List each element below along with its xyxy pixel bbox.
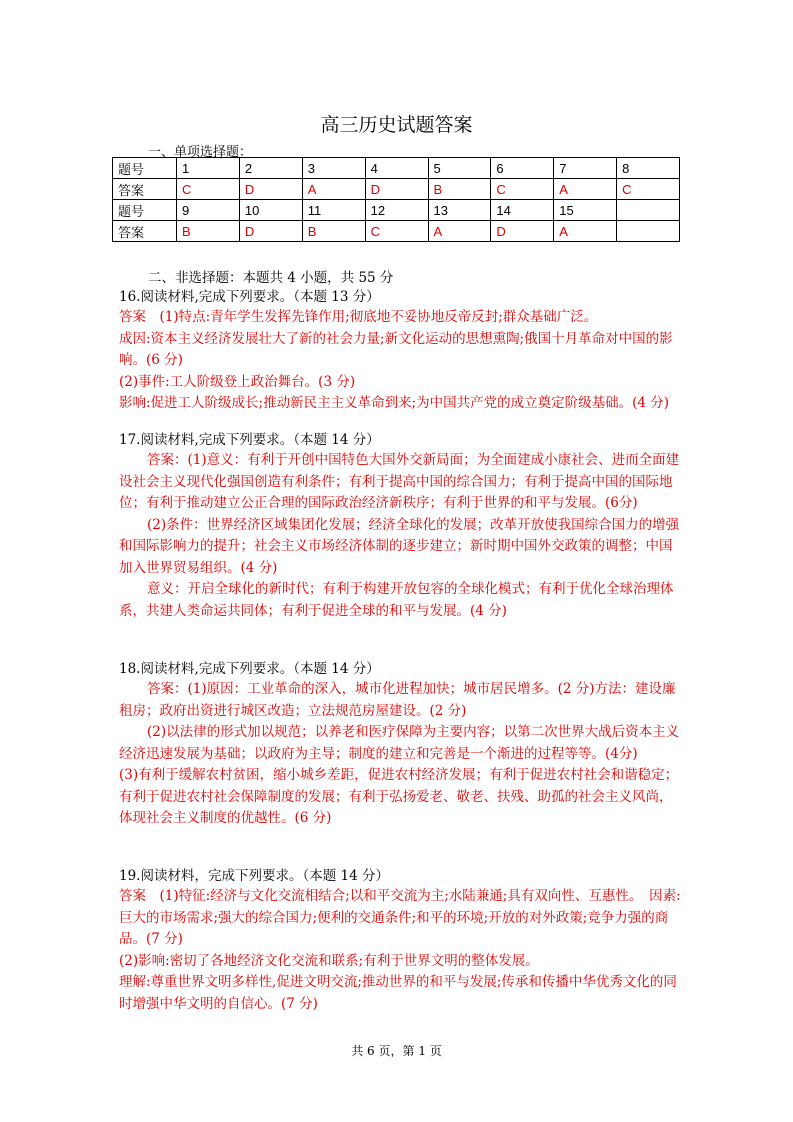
answer-cell: C	[365, 221, 428, 242]
section-heading-essay: 二、非选择题：本题共 4 小题，共 55 分	[148, 270, 394, 286]
answer-cell: A	[554, 179, 617, 200]
answer-line: 成因:资本主义经济发展壮大了新的社会力量;新文化运动的思想熏陶;俄国十月革命对中国的影响。(6 分)	[119, 330, 673, 368]
question-header: 16.阅读材料,完成下列要求。（本题 13 分）	[119, 289, 380, 305]
question-header: 18.阅读材料,完成下列要求。（本题 14 分）	[119, 661, 380, 677]
question-16	[119, 287, 681, 415]
question-17	[119, 430, 681, 622]
table-cell: 题号	[113, 200, 177, 221]
table-cell: 8	[617, 158, 680, 179]
table-row	[113, 179, 680, 200]
answer-cell: C	[617, 179, 680, 200]
answer-cell: B	[428, 179, 491, 200]
section-heading-choice: 一、单项选择题：	[148, 145, 253, 160]
answer-cell: D	[239, 179, 302, 200]
table-cell: 4	[365, 158, 428, 179]
table-cell: 题号	[113, 158, 177, 179]
answer-line: (2)条件：世界经济区域集团化发展；经济全球化的发展；改革开放使我国综合国力的增强和国际影响力的提升；社会主义市场经济体制的逐步建立；新时期中国外交政策的调整；中国加入世界贸易组织。(4 分)	[119, 516, 680, 576]
answer-line: 答案 (1)特征:经济与文化交流相结合;以和平交流为主;水陆兼通;具有双向性、互惠性。 因素:巨大的市场需求;强大的综合国力;便利的交通条件;和平的环境;开放的对外政策;竞争力强的商品。(7 分)	[119, 888, 681, 947]
table-cell: 2	[239, 158, 302, 179]
answer-cell: A	[554, 221, 617, 242]
question-header: 19.阅读材料，完成下列要求。（本题 14 分）	[119, 868, 389, 884]
table-cell: 5	[428, 158, 491, 179]
answer-table	[112, 157, 680, 242]
table-cell: 答案	[113, 221, 177, 242]
table-cell: 7	[554, 158, 617, 179]
answer-cell: A	[302, 179, 365, 200]
answer-line: 意义：开启全球化的新时代；有利于构建开放包容的全球化模式；有利于优化全球治理体系，共建人类命运共同体；有利于促进全球的和平与发展。(4 分)	[119, 581, 674, 619]
answer-line: (2)影响:密切了各地经济文化交流和联系;有利于世界文明的整体发展。	[119, 952, 539, 969]
question-19	[119, 866, 681, 1015]
table-row	[113, 221, 680, 242]
page-footer: 共 6 页，第 1 页	[351, 1044, 442, 1058]
answer-line: 答案：(1)原因：工业革命的深入，城市化进程加快；城市居民增多。(2 分)方法：建设廉租房；政府出资进行城区改造；立法规范房屋建设。(2 分)	[119, 681, 676, 719]
answer-cell: D	[491, 221, 554, 242]
answer-line: 理解:尊重世界文明多样性,促进文明交流;推动世界的和平与发展;传承和传播中华优秀文化的同时增强中华文明的自信心。(7 分)	[119, 974, 677, 1012]
table-cell	[617, 200, 680, 221]
answer-cell: D	[239, 221, 302, 242]
answer-cell: A	[428, 221, 491, 242]
table-cell: 13	[428, 200, 491, 221]
table-cell: 14	[491, 200, 554, 221]
answer-cell: D	[365, 179, 428, 200]
table-cell: 11	[302, 200, 365, 221]
table-cell: 6	[491, 158, 554, 179]
answer-cell: B	[177, 221, 240, 242]
answer-cell: C	[491, 179, 554, 200]
table-cell: 9	[177, 200, 240, 221]
answer-cell: C	[177, 179, 240, 200]
table-cell: 答案	[113, 179, 177, 200]
table-cell: 1	[177, 158, 240, 179]
table-row	[113, 158, 680, 179]
table-cell: 10	[239, 200, 302, 221]
table-cell: 3	[302, 158, 365, 179]
page-title: 高三历史试题答案	[320, 114, 473, 136]
answer-line: 答案：(1)意义：有利于开创中国特色大国外交新局面；为全面建成小康社会、进而全面建设社会主义现代化强国创造有利条件；有利于提高中国的综合国力；有利于提高中国的国际地位；有利于推动建立公正合理的国际政治经济新秩序；有利于世界的和平与发展。(6分)	[119, 452, 680, 511]
question-answer	[119, 679, 681, 830]
answer-line: 影响:促进工人阶级成长;推动新民主主义革命到来;为中国共产党的成立奠定阶级基础。(4 分)	[119, 395, 670, 411]
answer-line: (3)有利于缓解农村贫困，缩小城乡差距，促进农村经济发展；有利于促进农村社会和谐稳定；有利于促进农村社会保障制度的发展；有利于弘扬爱老、敬老、扶残、助孤的社会主义风尚，体现社会主义制度的优越性。(6 分)	[119, 767, 679, 826]
question-header: 17.阅读材料,完成下列要求。（本题 14 分）	[119, 432, 380, 448]
table-cell: 15	[554, 200, 617, 221]
table-row	[113, 200, 680, 221]
answer-line: (2)事件:工人阶级登上政治舞台。(3 分)	[119, 373, 356, 390]
answer-cell	[617, 221, 680, 242]
question-answer	[119, 886, 681, 1015]
answer-cell: B	[302, 221, 365, 242]
question-answer	[119, 307, 681, 415]
answer-line: (2)以法律的形式加以规范；以养老和医疗保障为主要内容；以第二次世界大战后资本主义经济迅速发展为基础；以政府为主导；制度的建立和完善是一个渐进的过程等等。(4分)	[119, 724, 680, 762]
answer-line: 答案 (1)特点:青年学生发挥先锋作用;彻底地不妥协地反帝反封;群众基础广泛。	[119, 309, 598, 325]
question-answer	[119, 450, 681, 622]
table-cell: 12	[365, 200, 428, 221]
question-18	[119, 659, 681, 830]
